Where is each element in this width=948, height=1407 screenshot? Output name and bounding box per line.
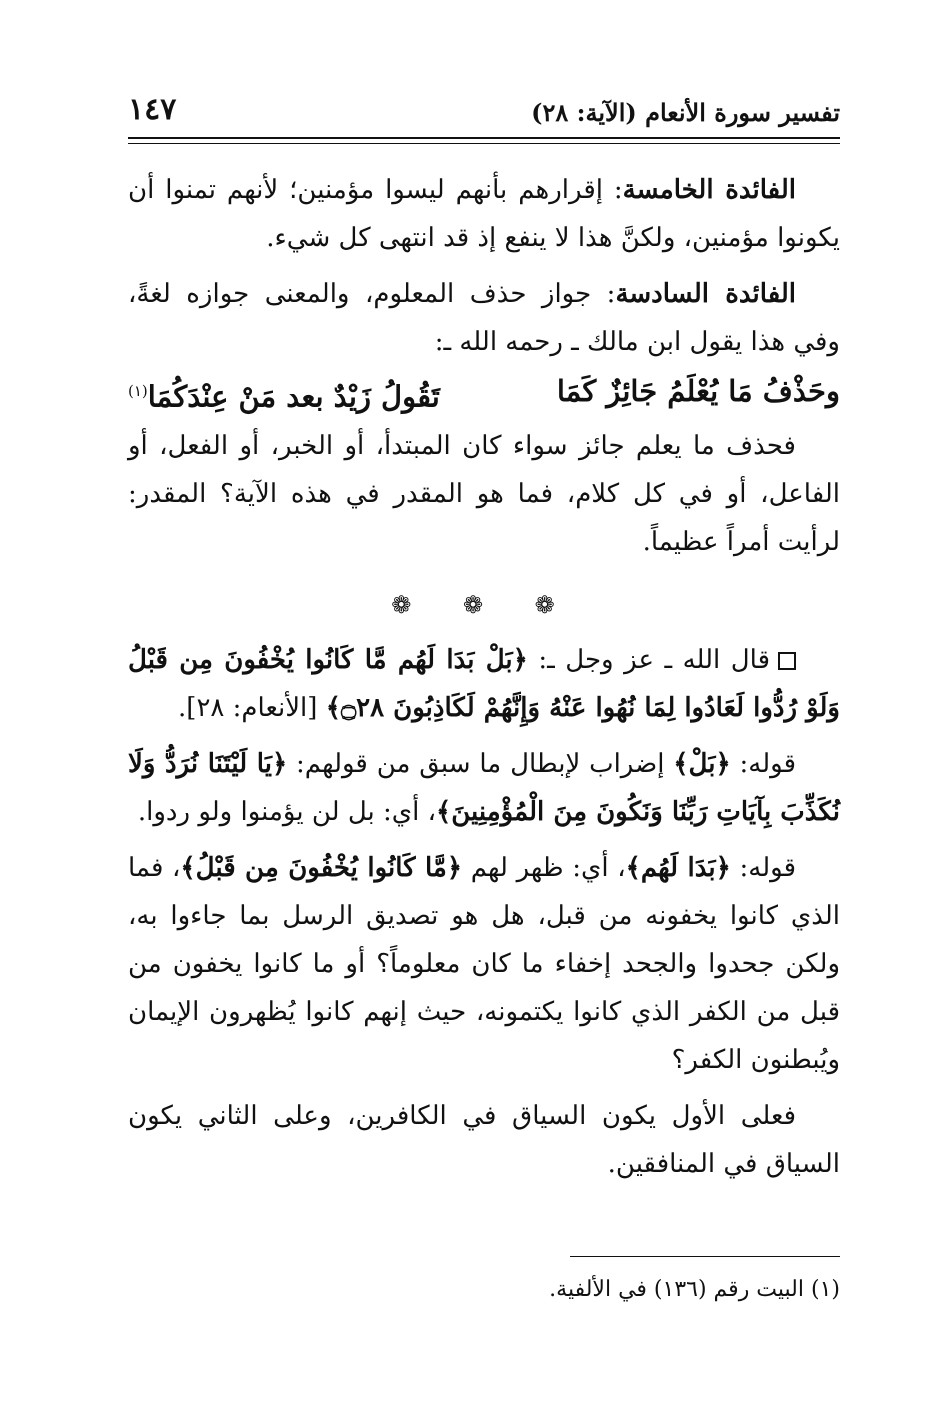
footnote-marker: (١)	[128, 382, 148, 400]
benefit-five-text: : إقرارهم بأنهم ليسوا مؤمنين؛ لأنهم تمنوا أن يكونوا مؤمنين، ولكنَّ هذا لا ينفع إذ قد انتهى كل شيء.	[128, 175, 840, 253]
quote-bal: ﴿بَلْ﴾	[673, 748, 731, 779]
paragraph-context: فعلى الأول يكون السياق في الكافرين، وعلى الثاني يكون السياق في المنافقين.	[128, 1100, 840, 1179]
quote-bada-lahum: ﴿بَدَا لَهُم﴾	[625, 852, 731, 883]
page-number: ١٤٧	[128, 92, 177, 127]
quote-ma-kanu: ﴿مَّا كَانُوا يُخْفُونَ مِن قَبْلُ﴾	[180, 852, 463, 883]
running-title: تفسير سورة الأنعام (الآية: ٢٨)	[531, 98, 840, 127]
header-rule-thin	[128, 143, 840, 144]
ayah-intro: قال الله ـ عز وجل ـ:	[538, 644, 771, 675]
footnote: (١) البيت رقم (١٣٦) في الألفية.	[549, 1277, 840, 1302]
bal-explanation: إضراب لإبطال ما سبق من قولهم:	[296, 748, 665, 779]
benefit-six-heading: الفائدة السادسة	[615, 279, 797, 309]
paragraph-omission: فحذف ما يعلم جائز سواء كان المبتدأ، أو الخبر، أو الفعل، أو الفاعل، أو في كل كلام، فما هو المقدر في هذه الآية؟ المقدر: لرأيت أمراً عظيماً.	[128, 430, 840, 557]
bal-conclusion: ، أي: بل لن يؤمنوا ولو ردوا.	[137, 796, 437, 827]
paragraph-ayah	[128, 636, 840, 732]
qawluhu-label: قوله:	[739, 748, 797, 779]
quote-ya-laytana: ﴿يَا لَيْتَنَا نُرَدُّ وَلَا نُكَذِّبَ بِآيَاتِ رَبِّنَا وَنَكُونَ مِنَ الْمُؤْمِنِينَ﴾	[128, 748, 840, 827]
bada-explanation: ، أي: ظهر لهم	[470, 852, 626, 883]
header-rule	[128, 137, 840, 139]
verse-second-hemistich: تَقُولُ زَيْدٌ بعد مَنْ عِنْدَكُمَا	[147, 379, 440, 414]
square-marker-icon	[778, 652, 796, 670]
ayah-text: ﴿بَلْ بَدَا لَهُم مَّا كَانُوا يُخْفُونَ مِن قَبْلُ وَلَوْ رُدُّوا لَعَادُوا لِمَا نُهُوا عَنْهُ وَإِنَّهُمْ لَكَاذِبُونَ ۝٢٨﴾	[128, 644, 840, 723]
ayah-reference: [الأنعام: ٢٨].	[178, 692, 318, 723]
paragraph-benefit-five	[128, 166, 840, 262]
paragraph-bal	[128, 740, 840, 836]
poetry-verse	[128, 366, 840, 422]
paragraph-bada-lahum	[128, 844, 840, 1084]
benefit-six-text: : جواز حذف المعلوم، والمعنى جوازه لغةً، وفي هذا يقول ابن مالك ـ رحمه الله ـ:	[128, 279, 840, 357]
bada-discussion: ، فما الذي كانوا يخفونه من قبل، هل هو تصديق الرسل بما جاءوا به، ولكن جحدوا والجحد إخفاء ما كان معلوماً؟ أو ما كانوا يخفون من قبل من الكفر الذي كانوا يكتمونه، حيث إنهم كانوا يُظهرون الإيمان ويُبطنون الكفر؟	[128, 852, 840, 1075]
qawluhu-label-2: قوله:	[739, 852, 796, 883]
page-body	[128, 166, 840, 1188]
page-header	[128, 92, 840, 132]
paragraph-benefit-six	[128, 270, 840, 366]
section-separator: ❁ ❁ ❁	[391, 590, 577, 619]
footnote-rule	[570, 1256, 840, 1257]
verse-first-hemistich: وحَذْفُ مَا يُعْلَمُ جَائِزٌ كَمَا	[556, 374, 840, 408]
benefit-five-heading: الفائدة الخامسة	[622, 175, 796, 205]
